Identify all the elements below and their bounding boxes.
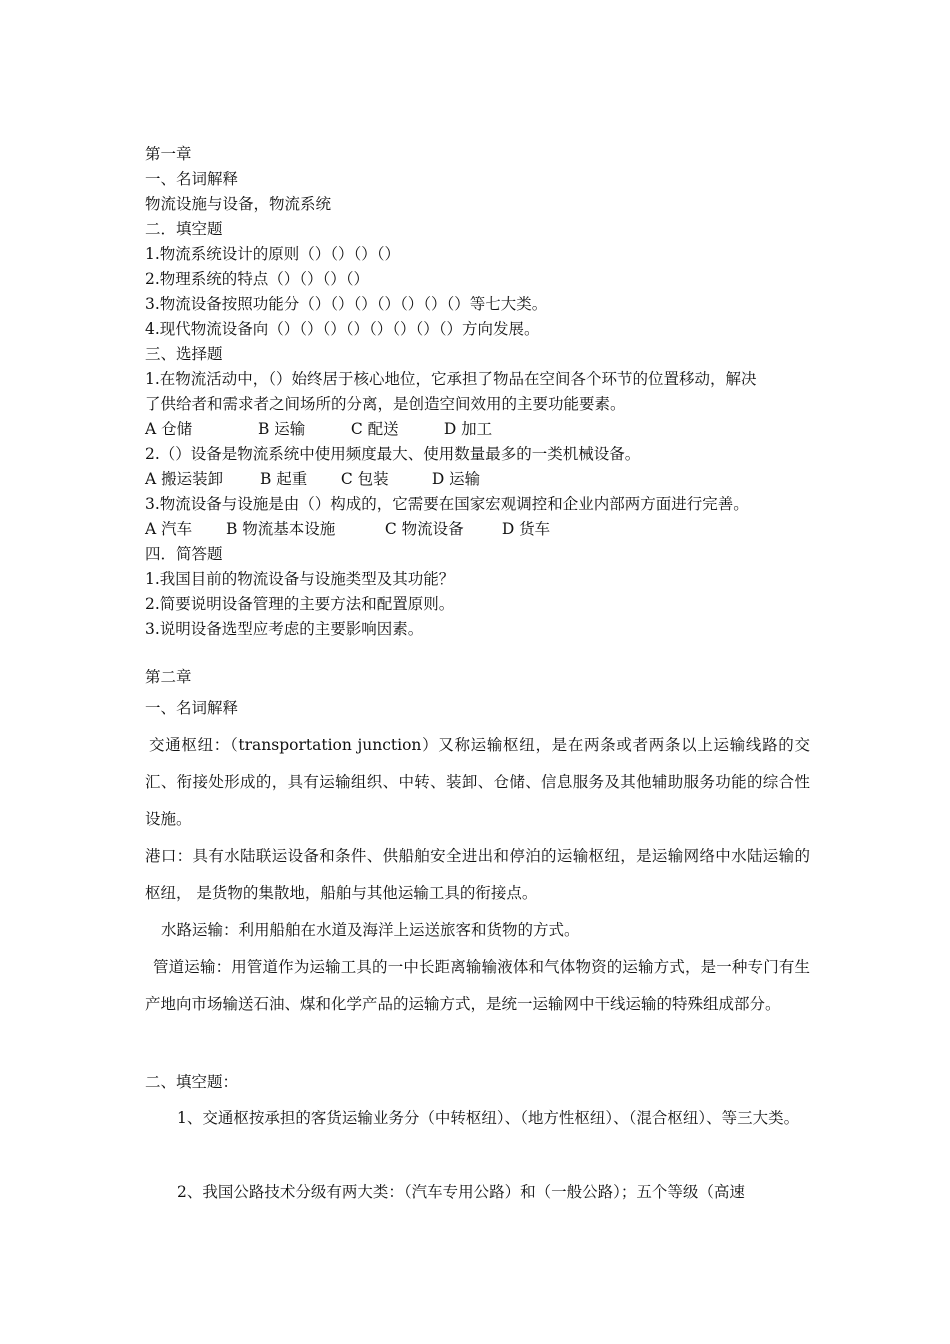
option-d: D 加工 <box>443 420 493 438</box>
choice-question-1-line2: 了供给者和需求者之间场所的分离，是创造空间效用的主要功能要素。 <box>145 395 626 413</box>
option-c: C 包装 <box>340 470 389 488</box>
option-d: D 运输 <box>431 470 481 488</box>
choice-question-3: 3.物流设备与设施是由（）构成的，它需要在国家宏观调控和企业内部两方面进行完善。 <box>145 495 749 513</box>
definition-pipeline-transport: 管道运输：用管道作为运输工具的一中长距离输输液体和气体物资的运输方式，是一种专门有生产地向市场输送石油、煤和化学产品的运输方式，是统一运输网中干线运输的特殊组成部分。 <box>145 958 810 1013</box>
definition-port: 港口：具有水陆联运设备和条件、供船舶安全进出和停泊的运输枢纽，是运输网络中水陆运输的枢纽， 是货物的集散地，船舶与其他运输工具的衔接点。 <box>145 847 810 902</box>
chapter2-section1-title: 一、名词解释 <box>145 699 239 717</box>
definition-transport-junction: 交通枢纽：（transportation junction）又称运输枢纽，是在两条或者两条以上运输线路的交汇、衔接处形成的，具有运输组织、中转、装卸、仓储、信息服务及其他辅助服务功能的综合性设施。 <box>145 736 810 828</box>
option-b: B 物流基本设施 <box>225 520 336 538</box>
choice-question-1-line1: 1.在物流活动中，（）始终居于核心地位，它承担了物品在空间各个环节的位置移动，解决 <box>145 370 757 388</box>
fill-question-2: 2.物理系统的特点（）（）（）（） <box>145 270 370 288</box>
option-a: A 搬运装卸 <box>145 470 224 488</box>
chapter1-section4-title: 四．简答题 <box>145 545 223 563</box>
short-answer-1: 1.我国目前的物流设备与设施类型及其功能？ <box>145 570 455 588</box>
chapter2-title: 第二章 <box>145 668 192 686</box>
chapter1-section1-title: 一、名词解释 <box>145 170 239 188</box>
option-a: A 汽车 <box>145 520 193 538</box>
fill-question-highway: 2、我国公路技术分级有两大类：（汽车专用公路）和（一般公路）；五个等级（高速 <box>177 1183 745 1201</box>
short-answer-3: 3.说明设备选型应考虑的主要影响因素。 <box>145 620 424 638</box>
choice-question-1-options <box>145 419 810 439</box>
chapter2-section2-title: 二、填空题： <box>145 1073 239 1091</box>
fill-question-3: 3.物流设备按照功能分（）（）（）（）（）（）（）等七大类。 <box>145 295 548 313</box>
fill-question-4: 4.现代物流设备向（）（）（）（）（）（）（）（）方向发展。 <box>145 320 540 338</box>
chapter1-section2-title: 二．填空题 <box>145 220 223 238</box>
choice-question-2: 2.（）设备是物流系统中使用频度最大、使用数量最多的一类机械设备。 <box>145 445 641 463</box>
choice-question-3-options <box>145 519 810 539</box>
option-a: A 仓储 <box>145 420 193 438</box>
fill-question-junction: 1、交通枢按承担的客货运输业务分（中转枢纽）、（地方性枢纽）、（混合枢纽）、等三大类。 <box>177 1109 800 1127</box>
chapter1-title: 第一章 <box>145 145 192 163</box>
option-b: B 起重 <box>259 470 308 488</box>
chapter1-section1-text: 物流设施与设备，物流系统 <box>145 195 332 213</box>
definition-water-transport: 水路运输：利用船舶在水道及海洋上运送旅客和货物的方式。 <box>161 921 580 939</box>
chapter1-section3-title: 三、选择题 <box>145 345 223 363</box>
option-b: B 运输 <box>257 420 306 438</box>
choice-question-2-options <box>145 469 810 489</box>
option-c: C 物流设备 <box>384 520 464 538</box>
option-c: C 配送 <box>350 420 399 438</box>
short-answer-2: 2.简要说明设备管理的主要方法和配置原则。 <box>145 595 455 613</box>
fill-question-1: 1.物流系统设计的原则（）（）（）（） <box>145 245 401 263</box>
option-d: D 货车 <box>501 520 551 538</box>
